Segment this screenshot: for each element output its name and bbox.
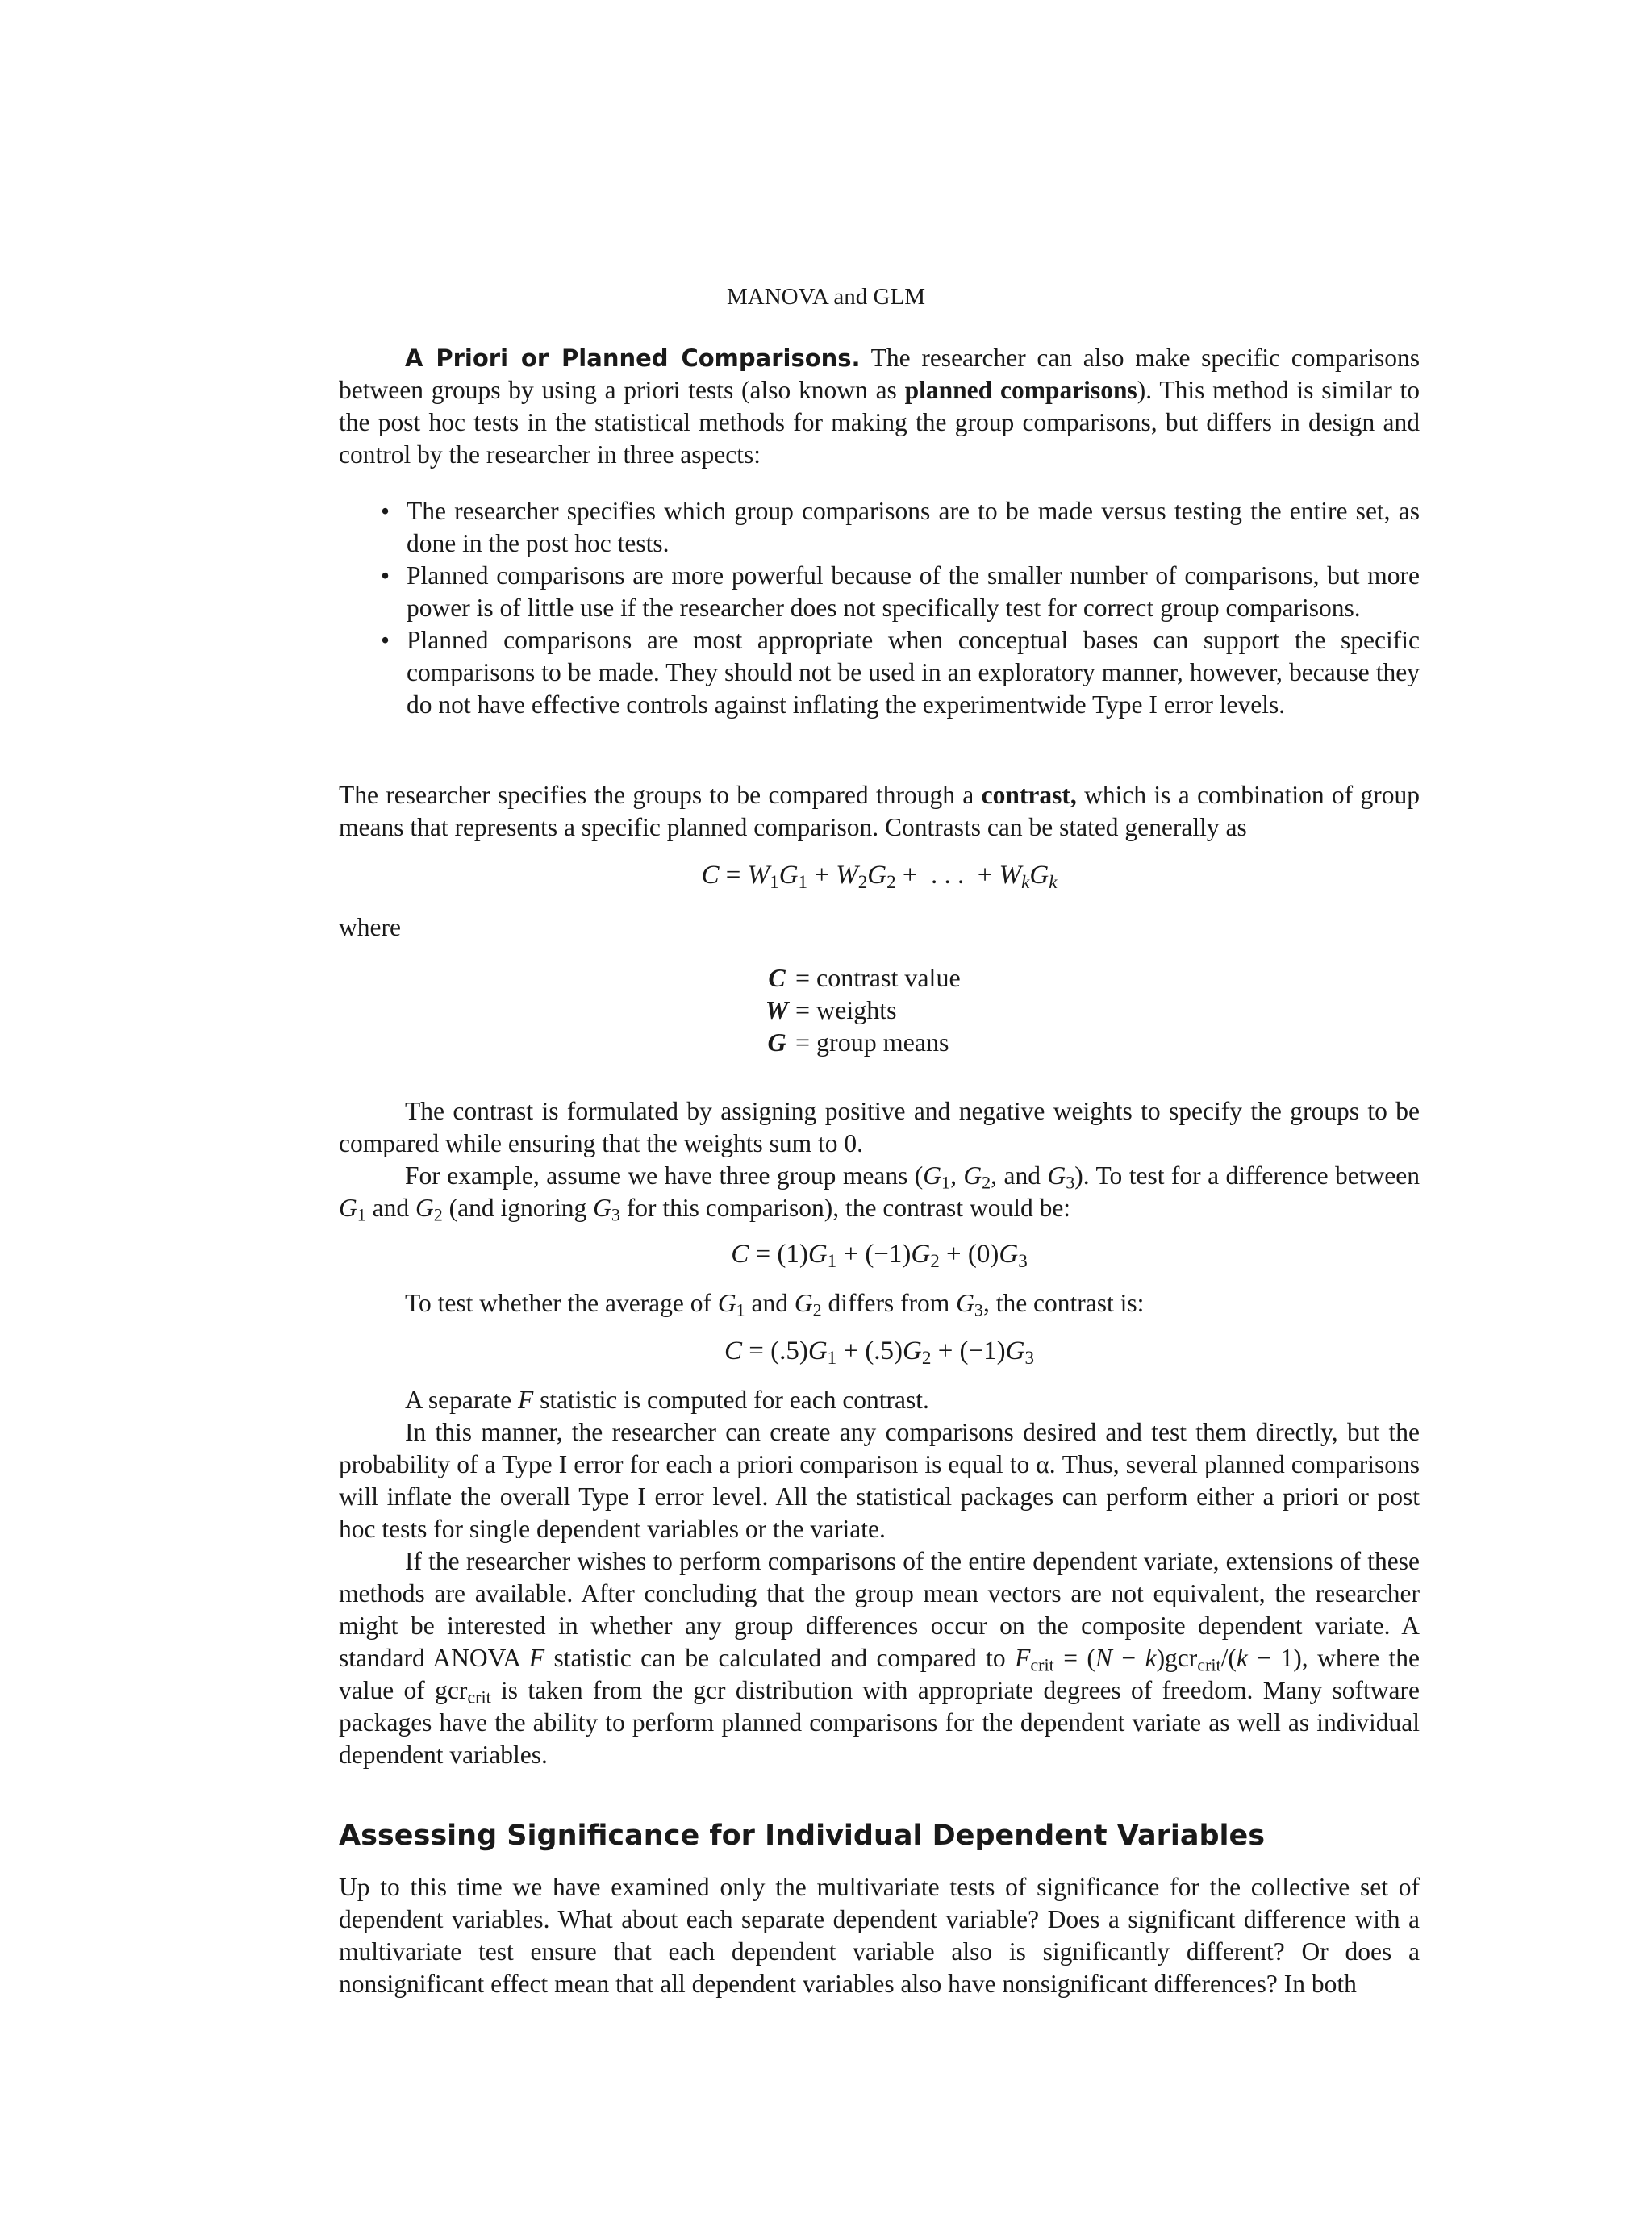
aspects-list: [339, 495, 1420, 721]
definition-row: [765, 994, 1420, 1026]
bullet-icon: •: [381, 561, 390, 590]
equation-contrast-1: $C = (1)G_1 + (-1)G_2 + (0)G_3$: [731, 1240, 1028, 1271]
bullet-icon: •: [381, 497, 390, 525]
list-item-text: The researcher specifies which group comparisons are to be made versus testing the entire set, as done in the post hoc tests.: [407, 497, 1420, 557]
formulation-block: [339, 1095, 1420, 1224]
planned-comparisons-heading: A Priori or Planned Comparisons.: [405, 344, 861, 372]
definition-list-block: [339, 961, 1420, 1058]
average-paragraph: To test whether the average of $G_1$ and $G_2$ differs from $G_3$, the contrast is:: [405, 1289, 1145, 1320]
list-item: [339, 495, 1420, 560]
list-item-text: Planned comparisons are most appropriate when conceptual bases can support the specific comparisons to be made. They should not be used in an exploratory manner, however, because they do not have effective controls against inflating the experimentwide Type I error levels.: [407, 626, 1420, 719]
contrast-paragraph: [339, 779, 1420, 844]
planned-intro-text-b: ). This method is similar to the post hoc tests in the statistical methods for making the group comparisons, but differs in design and control by the researcher in three aspects:: [339, 376, 1420, 469]
definition-list: [765, 961, 1420, 1058]
list-item: [339, 624, 1420, 721]
definition-row: [765, 961, 1420, 994]
section-heading-assessing: Assessing Significance for Individual Dependent Variables: [339, 1820, 1266, 1852]
definition-symbol: W: [765, 995, 789, 1024]
running-head: MANOVA and GLM: [727, 284, 925, 310]
definition-symbol: C: [768, 963, 786, 992]
bullet-icon: •: [381, 626, 390, 654]
assessing-block: [339, 1871, 1420, 2000]
planned-comparisons-section: [339, 342, 1420, 471]
planned-intro-text-a: The researcher can also make specific comparisons between groups by using a priori tests (also known as: [339, 344, 1420, 404]
example-paragraph: For example, assume we have three group means ($G_1$, $G_2$, and $G_3$). To test for a difference between $G_1$ and $G_2$ (and ignoring $G_3$ for this comparison), the contrast would be:: [339, 1161, 1420, 1225]
separate-f-paragraph: A separate F statistic is computed for each contrast.: [405, 1386, 929, 1414]
definition-text: = contrast value: [795, 963, 961, 992]
manner-paragraph: In this manner, the researcher can create any comparisons desired and test them directly, but the probability of a Type I error for each a priori comparison is equal to α. Thus, several planned comparisons will inflate the overall Type I error level. All the statistical packages can perform either a priori or post hoc tests for single dependent variables or the variate.: [339, 1418, 1420, 1543]
contrast-term: contrast,: [981, 781, 1077, 809]
contrast-text-a: The researcher specifies the groups to be compared through a: [339, 781, 982, 809]
list-item-text: Planned comparisons are more powerful because of the smaller number of comparisons, but more power is of little use if the researcher does not specifically test for correct group comparisons.: [407, 561, 1420, 622]
variate-paragraph: If the researcher wishes to perform comparisons of the entire dependent variate, extensions of these methods are available. After concluding that the group mean vectors are not equivalent, the researcher might be interested in whether any group differences occur on the composite dependent variate. A standard ANOVA F statistic can be calculated and compared to $F_{crit} = (N - k)gcr_{crit}/(k - 1)$, where the value of gcr$_{crit}$ is taken from the gcr distribution with appropriate degrees of freedom. Many software packages have the ability to perform planned comparisons for the dependent variate as well as individual dependent variables.: [339, 1547, 1420, 1769]
contrast-text-b: which is a combination of group means that represents a specific planned comparison. Contrasts can be stated generally as: [339, 781, 1420, 841]
assessing-paragraph: Up to this time we have examined only the multivariate tests of significance for the collective set of dependent variables. What about each separate dependent variable? Does a significant difference with a multivariate test ensure that each dependent variable also is significantly different? Or does a nonsignificant effect mean that all dependent variables also have nonsignificant differences? In both: [339, 1873, 1420, 1998]
contrast-paragraph-block: [339, 779, 1420, 844]
list-item: [339, 560, 1420, 624]
equation-general: $C = W_1G_1 + W_2G_2$ + . . . + $W_kG_k$: [701, 861, 1058, 892]
planned-intro-paragraph: [339, 342, 1420, 471]
definition-row: [765, 1026, 1420, 1058]
definition-text: = weights: [795, 995, 897, 1024]
formulated-paragraph: The contrast is formulated by assigning positive and negative weights to specify the groups to be compared while ensuring that the weights sum to 0.: [339, 1097, 1420, 1157]
aspects-list-block: [339, 495, 1420, 721]
planned-comparisons-term: planned comparisons: [904, 376, 1137, 404]
discussion-block: [339, 1384, 1420, 1771]
where-label: where: [339, 913, 401, 941]
average-block: [339, 1287, 1420, 1320]
definition-symbol: G: [767, 1028, 786, 1057]
definition-text: = group means: [795, 1028, 949, 1057]
equation-contrast-2: $C = (.5)G_1 + (.5)G_2 + (-1)G_3$: [724, 1336, 1035, 1368]
